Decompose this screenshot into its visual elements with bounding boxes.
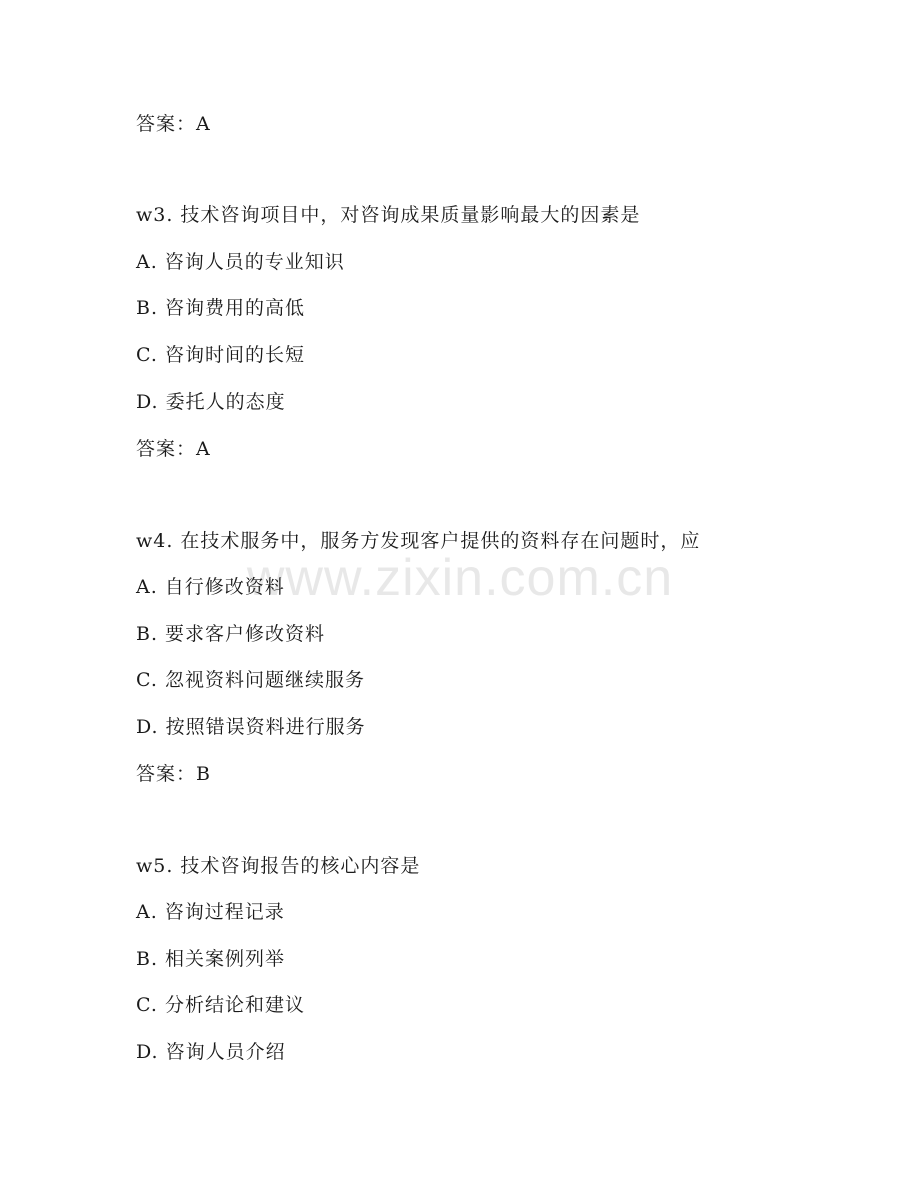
question-w5-option-d: D. 咨询人员介绍: [136, 1041, 286, 1063]
previous-answer: 答案：A: [136, 113, 211, 135]
question-w4-option-b: B. 要求客户修改资料: [136, 623, 326, 645]
question-w5-option-c: C. 分析结论和建议: [136, 994, 305, 1016]
question-w4-answer: 答案：B: [136, 763, 211, 785]
question-w3-option-d: D. 委托人的态度: [136, 391, 286, 413]
question-w3-option-a: A. 咨询人员的专业知识: [136, 251, 345, 273]
question-w3-stem: w3. 技术咨询项目中，对咨询成果质量影响最大的因素是: [136, 204, 641, 226]
question-w3-answer: 答案：A: [136, 438, 211, 460]
question-w5-option-b: B. 相关案例列举: [136, 948, 286, 970]
watermark: www.zixin.com.cn: [246, 549, 674, 607]
question-w5-stem: w5. 技术咨询报告的核心内容是: [136, 855, 421, 877]
question-w4-stem: w4. 在技术服务中，服务方发现客户提供的资料存在问题时，应: [136, 530, 701, 552]
question-w3-option-b: B. 咨询费用的高低: [136, 297, 306, 319]
question-w3-option-c: C. 咨询时间的长短: [136, 344, 305, 366]
question-w4-option-c: C. 忽视资料问题继续服务: [136, 669, 365, 691]
question-w4-option-a: A. 自行修改资料: [136, 576, 285, 598]
question-w4-option-d: D. 按照错误资料进行服务: [136, 716, 366, 738]
question-w5-option-a: A. 咨询过程记录: [136, 901, 285, 923]
